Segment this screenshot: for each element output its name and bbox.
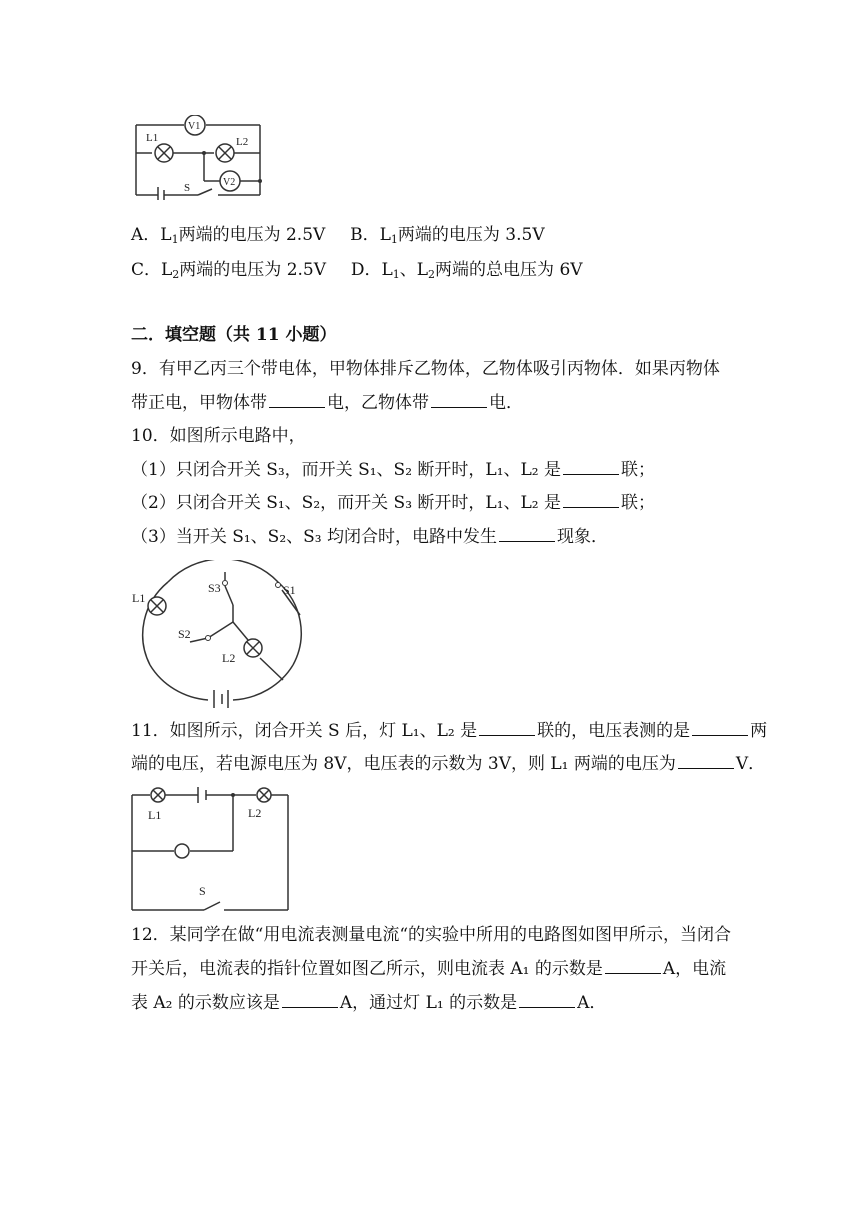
q9-line2: 带正电，甲物体带 电，乙物体带 电． (131, 393, 523, 413)
l2-label: L2 (236, 136, 249, 148)
s-label: S (199, 884, 206, 898)
q11-line2: 端的电压，若电源电压为 8V，电压表的示数为 3V，则 L₁ 两端的电压为 V． (131, 754, 766, 774)
answer-blank[interactable] (269, 391, 325, 408)
q8-option-d: D．$L_1$、$L_2$两端的总电压为 6V (350, 260, 583, 281)
answer-blank[interactable] (563, 491, 619, 508)
l1-label: L1 (148, 808, 162, 822)
answer-blank[interactable] (499, 525, 555, 542)
l1-label: L1 (132, 591, 146, 605)
q10-part2: （2）只闭合开关 S₁、S₂，而开关 S₃ 断开时，L₁、L₂ 是 联； (131, 493, 656, 513)
q8-option-c: C．$L_2$两端的电压为 2.5V (131, 260, 327, 281)
q8-option-b: B．$L_1$两端的电压为 3.5V (350, 225, 545, 246)
q10-intro: 10．如图所示电路中， (131, 426, 306, 446)
l2-label: L2 (248, 806, 262, 820)
s-label: S (184, 182, 191, 194)
answer-blank[interactable] (605, 957, 661, 974)
q10-circuit-diagram (128, 560, 308, 710)
s2-label: S2 (178, 627, 191, 641)
q10-part1: （1）只闭合开关 S₃，而开关 S₁、S₂ 断开时，L₁、L₂ 是 联； (131, 460, 656, 480)
v2-label: V2 (223, 177, 236, 188)
q8-circuit-diagram (128, 115, 268, 200)
answer-blank[interactable] (431, 391, 487, 408)
q12-line3: 表 A₂ 的示数应该是 A，通过灯 L₁ 的示数是 A． (131, 993, 607, 1013)
answer-blank[interactable] (678, 752, 734, 769)
section-title: 二．填空题（共 11 小题） (131, 325, 337, 345)
q8-options-cd (131, 258, 583, 287)
q10-part3: （3）当开关 S₁、S₂、S₃ 均闭合时，电路中发生 现象． (131, 527, 609, 547)
s1-label: S1 (283, 583, 296, 597)
answer-blank[interactable] (282, 991, 338, 1008)
q8-options-ab (131, 223, 545, 252)
q11-line1: 11．如图所示，闭合开关 S 后，灯 L₁、L₂ 是 联的，电压表测的是 两 (131, 721, 768, 741)
answer-blank[interactable] (563, 458, 619, 475)
q12-line2: 开关后，电流表的指针位置如图乙所示，则电流表 A₁ 的示数是 A，电流 (131, 959, 727, 979)
l1-label: L1 (146, 132, 159, 144)
l2-label: L2 (222, 651, 236, 665)
q12-line1: 12．某同学在做“用电流表测量电流“的实验中所用的电路图如图甲所示，当闭合 (131, 925, 732, 945)
answer-blank[interactable] (692, 719, 748, 736)
answer-blank[interactable] (519, 991, 575, 1008)
q8-option-a: A．$L_1$两端的电压为 2.5V (131, 225, 326, 246)
s3-label: S3 (208, 581, 221, 595)
q9-line1: 9．有甲乙丙三个带电体，甲物体排斥乙物体，乙物体吸引丙物体．如果丙物体 (131, 359, 720, 379)
q11-circuit-diagram (128, 785, 298, 915)
v1-label: V1 (188, 121, 201, 132)
answer-blank[interactable] (479, 719, 535, 736)
